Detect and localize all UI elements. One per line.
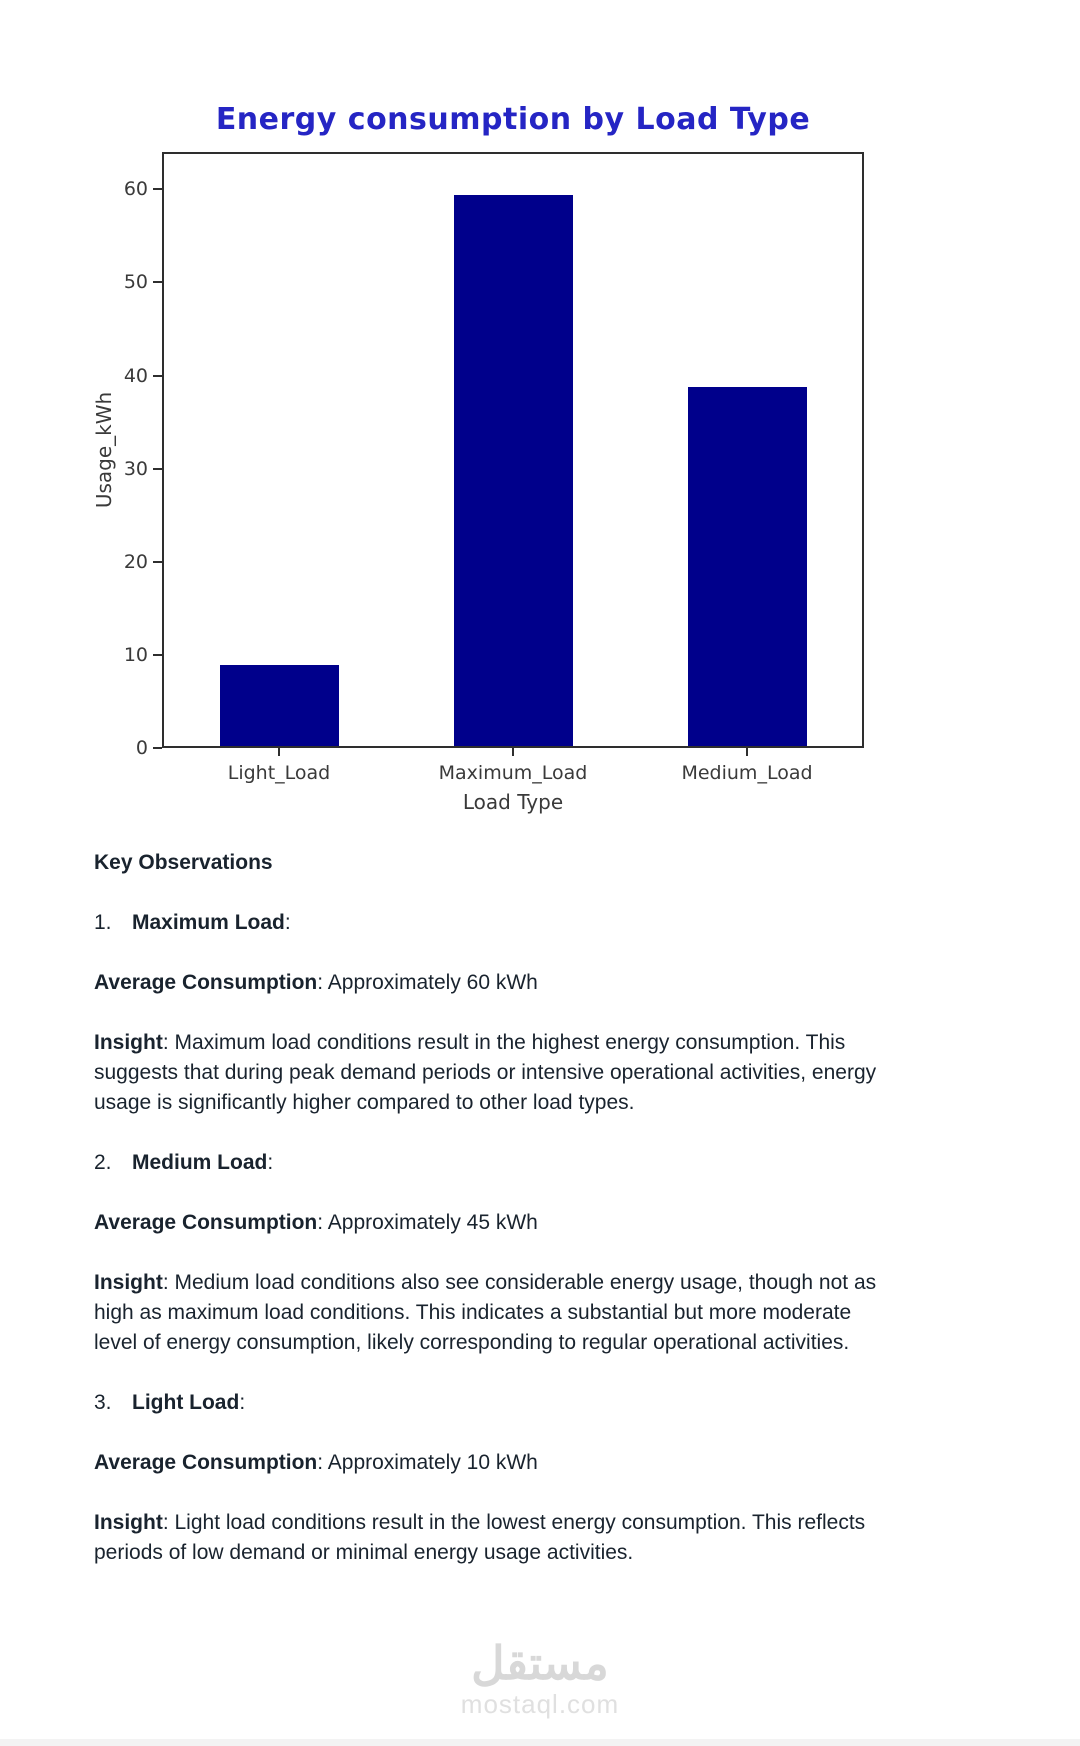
average-label: Average Consumption (94, 1211, 318, 1234)
item-number: 1. (94, 911, 112, 934)
average-label: Average Consumption (94, 1451, 318, 1474)
plot-area (162, 152, 864, 748)
y-tick-label: 50 (123, 271, 148, 294)
item-number: 2. (94, 1151, 112, 1174)
average-consumption-line (94, 1208, 886, 1238)
x-tick-mark (278, 748, 280, 756)
y-tick-label: 10 (123, 643, 148, 666)
y-tick-label: 40 (123, 364, 148, 387)
insight-text: : Light load conditions result in the lowest energy consumption. This reflects periods of low demand or minimal energy usage activities. (94, 1511, 866, 1564)
insight-paragraph (94, 1508, 886, 1568)
average-consumption-line (94, 968, 886, 998)
observation-item-title (94, 1388, 886, 1418)
y-tick-label: 0 (135, 737, 148, 759)
y-tick-mark (153, 561, 162, 563)
insight-text: : Maximum load conditions result in the highest energy consumption. This suggests that during peak demand periods or intensive operational activities, energy usage is significantly higher compared to other load types. (94, 1031, 877, 1114)
y-tick-mark (153, 375, 162, 377)
bar-light_load (220, 665, 339, 746)
average-value: : Approximately 60 kWh (317, 971, 538, 994)
chart-title: Energy consumption by Load Type (215, 102, 811, 137)
x-tick-label: Medium_Load (681, 762, 813, 784)
watermark-logo: مستقل (471, 1637, 609, 1689)
item-title-colon: : (239, 1391, 246, 1414)
item-number: 3. (94, 1391, 112, 1414)
bottom-strip (0, 1739, 1080, 1746)
y-tick-mark (153, 654, 162, 656)
item-title-text: Light Load (132, 1391, 240, 1414)
watermark-domain: mostaql.com (460, 1689, 620, 1719)
item-title-colon: : (284, 911, 291, 934)
observations-heading: Key Observations (94, 851, 273, 874)
average-value: : Approximately 45 kWh (317, 1211, 538, 1234)
item-title-colon: : (267, 1151, 274, 1174)
insight-paragraph (94, 1028, 886, 1118)
average-label: Average Consumption (94, 971, 318, 994)
x-tick-mark (512, 748, 514, 756)
x-tick-label: Maximum_Load (438, 762, 588, 784)
insight-paragraph (94, 1268, 886, 1358)
item-title-text: Medium Load (132, 1151, 268, 1174)
average-consumption-line (94, 1448, 886, 1478)
y-tick-mark (153, 281, 162, 283)
average-value: : Approximately 10 kWh (317, 1451, 538, 1474)
x-tick-label: Light_Load (227, 762, 331, 784)
insight-label: Insight (94, 1271, 163, 1294)
y-tick-label: 60 (123, 178, 148, 201)
bar-medium_load (688, 387, 807, 746)
item-title-text: Maximum Load (132, 911, 285, 934)
y-tick-mark (153, 188, 162, 190)
y-tick-mark (153, 747, 162, 749)
insight-text: : Medium load conditions also see considerable energy usage, though not as high as maximum load conditions. This indicates a substantial but more moderate level of energy consumption, likely corresponding to regular operational activities. (94, 1271, 877, 1354)
bar-maximum_load (454, 195, 573, 746)
insight-label: Insight (94, 1031, 163, 1054)
watermark (0, 1638, 1080, 1718)
observations-section (94, 848, 886, 1598)
observation-item-title (94, 1148, 886, 1178)
y-tick-label: 30 (123, 457, 148, 480)
y-tick-mark (153, 468, 162, 470)
x-axis-label: Load Type (462, 790, 564, 814)
y-axis-label: Usage_kWh (92, 391, 116, 509)
y-tick-label: 20 (123, 550, 148, 573)
x-tick-mark (746, 748, 748, 756)
observation-item-title (94, 908, 886, 938)
insight-label: Insight (94, 1511, 163, 1534)
